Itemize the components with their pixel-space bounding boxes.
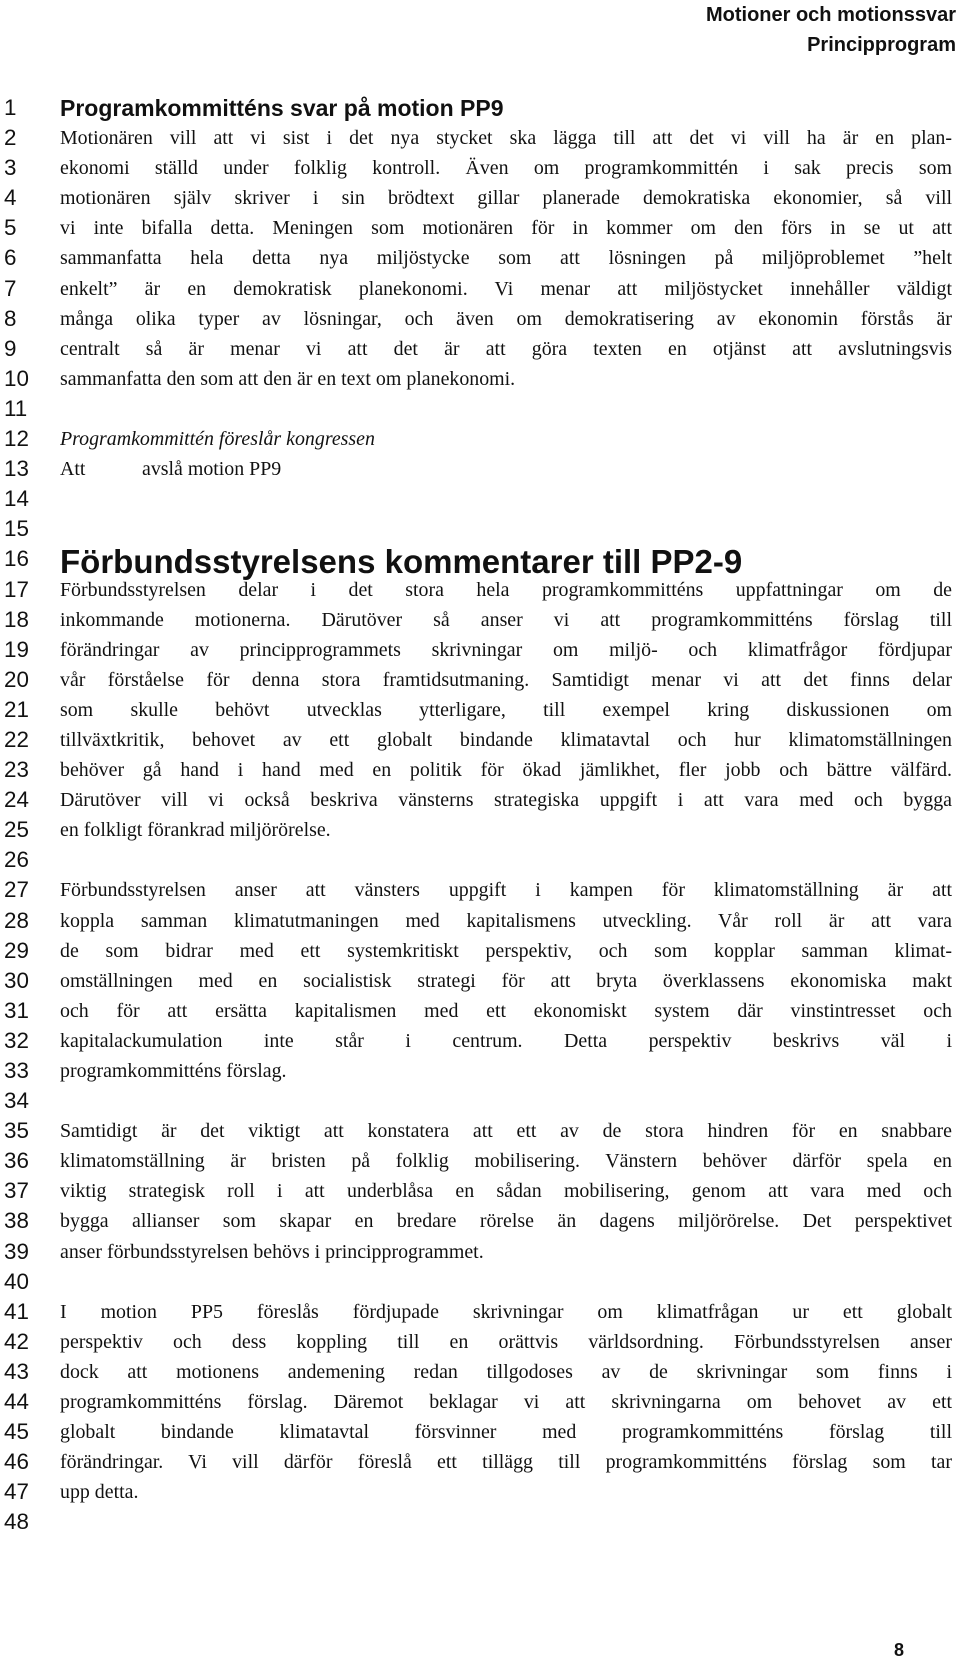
text-line: och för att ersätta kapitalismen med ett ekonomiskt system där vinstintresset och bbox=[60, 999, 952, 1022]
page-number: 8 bbox=[893, 1640, 904, 1660]
blank-line bbox=[60, 1267, 952, 1297]
blank-line bbox=[60, 514, 952, 544]
text-line: centralt så är menar vi att det är att göra texten en otjänst att avslutningsvis bbox=[60, 337, 952, 360]
line-number: 12 bbox=[4, 426, 29, 452]
line-number: 1 bbox=[4, 95, 17, 120]
line-number: 27 bbox=[4, 877, 29, 903]
line-number: 35 bbox=[4, 1118, 29, 1144]
line-number: 34 bbox=[4, 1088, 29, 1114]
document-body bbox=[60, 93, 952, 1538]
blank-line bbox=[60, 484, 952, 514]
line-number: 31 bbox=[4, 997, 29, 1023]
line-number: 6 bbox=[4, 245, 17, 271]
line-number: 45 bbox=[4, 1419, 29, 1445]
text-line: anser förbundsstyrelsen behövs i principprogrammet. bbox=[60, 1240, 484, 1263]
line-number: 20 bbox=[4, 666, 29, 692]
line-number: 47 bbox=[4, 1479, 29, 1505]
text-line: som skulle behövt utvecklas ytterligare, till exempel kring diskussionen om bbox=[60, 698, 952, 721]
header-section-title: Principprogram bbox=[807, 34, 956, 56]
line-number: 19 bbox=[4, 636, 29, 662]
text-line: programkommitténs förslag. bbox=[60, 1060, 287, 1082]
header-document-title: Motioner och motionssvar bbox=[705, 4, 956, 26]
text-line: programkommitténs förslag. Däremot beklagar vi att skrivningarna om behovet av ett bbox=[60, 1391, 952, 1414]
text-line: koppla samman klimatutmaningen med kapitalismens utveckling. Vår roll är att vara bbox=[60, 909, 952, 932]
line-number: 4 bbox=[4, 185, 17, 211]
text-line: vår förståelse för denna stora framtidsutmaning. Samtidigt menar vi att det finns delar bbox=[60, 668, 952, 691]
line-number: 38 bbox=[4, 1208, 29, 1234]
line-number: 22 bbox=[4, 726, 29, 752]
line-number: 29 bbox=[4, 937, 29, 963]
section-heading: Förbundsstyrelsens kommentarer till PP2-9 bbox=[60, 543, 743, 581]
line-number: 48 bbox=[4, 1509, 29, 1535]
line-number: 13 bbox=[4, 456, 29, 482]
line-number: 23 bbox=[4, 757, 29, 783]
line-number: 30 bbox=[4, 967, 29, 993]
text-line: upp detta. bbox=[60, 1481, 139, 1504]
line-number-column bbox=[4, 93, 54, 1538]
text-line: viktig strategisk roll i att underblåsa en sådan mobilisering, genom att vara med och bbox=[60, 1180, 952, 1203]
text-line: Programkommittén föreslår kongressen bbox=[60, 428, 375, 451]
text-line: globalt bindande klimatavtal försvinner med programkommitténs förslag till bbox=[60, 1421, 952, 1444]
line-number: 2 bbox=[4, 125, 17, 151]
section-heading: Programkommitténs svar på motion PP9 bbox=[60, 95, 504, 121]
line-number: 7 bbox=[4, 275, 17, 301]
text-line: de som bidrar med ett systemkritiskt perspektiv, och som kopplar samman klimat- bbox=[60, 939, 952, 962]
text-line: perspektiv och dess koppling till en orättvis världsordning. Förbundsstyrelsen anser bbox=[60, 1330, 952, 1353]
line-number: 41 bbox=[4, 1298, 29, 1324]
text-line: I motion PP5 föreslås fördjupade skrivningar om klimatfrågan ur ett globalt bbox=[60, 1300, 952, 1323]
line-number: 25 bbox=[4, 817, 29, 843]
line-number: 16 bbox=[4, 546, 29, 572]
text-line: tillväxtkritik, behovet av ett globalt bindande klimatavtal och hur klimatomställningen bbox=[60, 728, 952, 751]
text-line: förändringar av principprogrammets skrivningar om miljö- och klimatfrågor fördjupar bbox=[60, 638, 952, 661]
text-line: motionären själv skriver i sin brödtext gillar planerade demokratiska ekonomier, så vill bbox=[60, 187, 952, 210]
text-line: en folkligt förankrad miljörörelse. bbox=[60, 819, 331, 842]
blank-line bbox=[60, 1507, 952, 1537]
page-header bbox=[706, 0, 956, 60]
line-number: 5 bbox=[4, 215, 17, 241]
text-line: sammanfatta den som att den är en text om planekonomi. bbox=[60, 367, 516, 390]
text-line: Därutöver vill vi också beskriva vänsterns strategiska uppgift i att vara med och bygga bbox=[60, 789, 952, 812]
line-number: 8 bbox=[4, 305, 17, 331]
blank-line bbox=[60, 845, 952, 875]
line-number: 18 bbox=[4, 606, 29, 632]
line-number: 28 bbox=[4, 907, 29, 933]
line-number: 36 bbox=[4, 1148, 29, 1174]
blank-line bbox=[60, 394, 952, 424]
line-number: 9 bbox=[4, 335, 17, 361]
text-line: bygga allianser som skapar en bredare rörelse än dagens miljörörelse. Det perspektivet bbox=[60, 1210, 952, 1233]
decision-line bbox=[60, 454, 952, 484]
line-number: 26 bbox=[4, 847, 29, 873]
text-line: kapitalackumulation inte står i centrum. Detta perspektiv beskrivs väl i bbox=[60, 1029, 952, 1052]
decision-label: Att bbox=[60, 458, 86, 481]
line-number: 15 bbox=[4, 516, 29, 542]
text-line: Förbundsstyrelsen delar i det stora hela programkommitténs uppfattningar om de bbox=[60, 578, 952, 601]
line-number: 43 bbox=[4, 1358, 29, 1384]
blank-line bbox=[60, 1086, 952, 1116]
line-number: 24 bbox=[4, 787, 29, 813]
text-line: Samtidigt är det viktigt att konstatera att ett av de stora hindren för en snabbare bbox=[60, 1120, 952, 1143]
line-number: 3 bbox=[4, 155, 17, 181]
text-line: dock att motionens andemening redan tillgodoses av de skrivningar som finns i bbox=[60, 1360, 952, 1383]
line-number: 32 bbox=[4, 1027, 29, 1053]
text-line: klimatomställning är bristen på folklig mobilisering. Vänstern behöver därför spela en bbox=[60, 1150, 952, 1173]
text-line: enkelt” är en demokratisk planekonomi. Vi menar att miljöstycket innehåller väldigt bbox=[60, 277, 952, 300]
line-number: 39 bbox=[4, 1238, 29, 1264]
line-number: 11 bbox=[4, 395, 28, 421]
text-line: Förbundsstyrelsen anser att vänsters uppgift i kampen för klimatomställning är att bbox=[60, 879, 952, 902]
line-number: 40 bbox=[4, 1268, 29, 1294]
decision-text: avslå motion PP9 bbox=[142, 458, 282, 481]
text-line: många olika typer av lösningar, och även om demokratisering av ekonomin förstås är bbox=[60, 307, 952, 330]
line-number: 46 bbox=[4, 1449, 29, 1475]
text-line: Motionären vill att vi sist i det nya stycket ska lägga till att det vi vill ha är en plan- bbox=[60, 127, 952, 150]
line-number: 21 bbox=[4, 696, 29, 722]
line-number: 17 bbox=[4, 576, 29, 602]
text-line: förändringar. Vi vill därför föreslå ett tillägg till programkommitténs förslag som tar bbox=[60, 1451, 952, 1474]
text-line: inkommande motionerna. Därutöver så anser vi att programkommitténs förslag till bbox=[60, 608, 952, 631]
text-line: omställningen med en socialistisk strategi för att bryta överklassens ekonomiska makt bbox=[60, 969, 952, 992]
text-line: ekonomi ställd under folklig kontroll. Även om programkommittén i sak precis som bbox=[60, 157, 952, 180]
line-number: 42 bbox=[4, 1328, 29, 1354]
line-number: 37 bbox=[4, 1178, 29, 1204]
line-number: 33 bbox=[4, 1058, 29, 1083]
line-number: 10 bbox=[4, 365, 29, 391]
text-line: vi inte bifalla detta. Meningen som motionären för in kommer om den förs in se ut att bbox=[60, 217, 952, 240]
line-number: 44 bbox=[4, 1389, 29, 1415]
text-line: sammanfatta hela detta nya miljöstycke som att lösningen på miljöproblemet ”helt bbox=[60, 247, 952, 270]
text-line: behöver gå hand i hand med en politik för ökad jämlikhet, fler jobb och bättre välfärd. bbox=[60, 759, 952, 782]
line-number: 14 bbox=[4, 486, 29, 512]
